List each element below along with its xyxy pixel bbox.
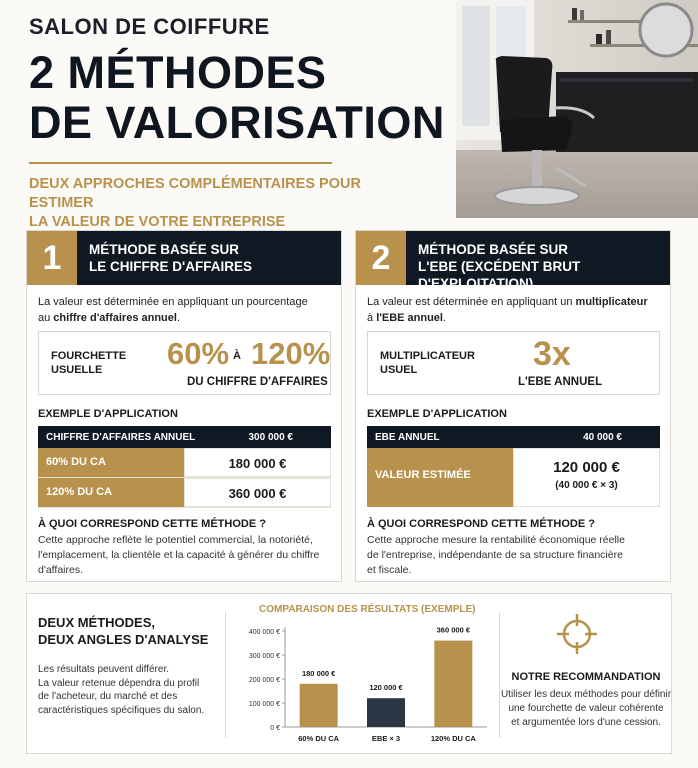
- target-icon: [555, 612, 599, 656]
- method-1-title-line1: MÉTHODE BASÉE SUR: [89, 242, 240, 257]
- eyebrow: SALON DE COIFFURE: [29, 14, 270, 39]
- method-1-table: [38, 426, 331, 508]
- method-1-table-head-key: CHIFFRE D'AFFAIRES ANNUEL: [46, 432, 196, 443]
- comparison-title-line2: DEUX ANGLES D'ANALYSE: [38, 632, 209, 647]
- subtitle-line2: LA VALEUR DE VOTRE ENTREPRISE: [29, 214, 286, 230]
- method-2-table: [367, 426, 660, 508]
- bar-value-label: 360 000 €: [436, 625, 471, 635]
- page-title: [29, 48, 445, 148]
- method-2-answer-line2: de l'entreprise, indépendante de sa structure financière: [367, 549, 623, 561]
- method-2-desc-bold: multiplicateur: [575, 296, 648, 308]
- table-row-key: 60% DU CA: [38, 448, 184, 477]
- x-tick-label: 60% DU CA: [298, 734, 340, 743]
- comparison-text-line3: de l'acheteur, du marché et des: [38, 691, 178, 702]
- subtitle: [29, 175, 429, 232]
- table-row: [367, 448, 660, 508]
- method-2-number: 2: [356, 231, 406, 285]
- bar-value-label: 120 000 €: [369, 683, 403, 693]
- method-1-description: [38, 294, 334, 326]
- method-2-table-head-key: EBE ANNUEL: [375, 432, 440, 443]
- method-2-answer-line3: et fiscale.: [367, 564, 412, 576]
- recommendation-text: [497, 688, 675, 730]
- page-title-line1: 2 MÉTHODES: [29, 47, 327, 98]
- method-1-answer-line2: l'emplacement, la clientèle et la capacité à générer du chiffre: [38, 549, 320, 561]
- method-1-question: À QUOI CORRESPOND CETTE MÉTHODE ?: [38, 518, 266, 530]
- comparison-text: [38, 663, 218, 717]
- y-tick-label: 100 000 €: [248, 701, 280, 708]
- title-rule: [29, 162, 332, 164]
- method-1-desc-pre: au: [38, 312, 54, 324]
- table-row-value: 360 000 €: [184, 478, 331, 507]
- table-row-value: 120 000 €: [553, 459, 620, 476]
- method-2-desc-line1: [367, 294, 663, 310]
- bar: [367, 698, 405, 727]
- method-1-range-low: 60%: [167, 336, 230, 371]
- method-2-table-head-val: 40 000 €: [583, 432, 622, 443]
- method-2-title-line2: L'EBE (EXCÉDENT BRUT D'EXPLOITATION): [418, 259, 581, 291]
- method-1-example-title: EXEMPLE D'APPLICATION: [38, 408, 178, 420]
- method-1-card: [26, 230, 342, 582]
- method-2-example-title: EXEMPLE D'APPLICATION: [367, 408, 507, 420]
- method-2-card: [355, 230, 671, 582]
- table-row-key: 120% DU CA: [38, 478, 184, 507]
- salon-chair-photo: [456, 0, 698, 218]
- method-1-range-sub: DU CHIFFRE D'AFFAIRES: [187, 376, 328, 388]
- x-tick-label: 120% DU CA: [430, 734, 476, 743]
- method-1-desc-line2: [38, 310, 334, 326]
- method-1-title: [89, 241, 252, 275]
- table-row: [38, 448, 331, 478]
- recommendation-title: NOTRE RECOMMANDATION: [511, 671, 661, 683]
- table-row-value: 180 000 €: [184, 448, 331, 477]
- method-1-title-line2: LE CHIFFRE D'AFFAIRES: [89, 259, 252, 274]
- comparison-text-line2: La valeur retenue dépendra du profil: [38, 677, 200, 689]
- bar: [434, 641, 472, 727]
- method-2-desc-end: .: [442, 312, 447, 324]
- bar-value-label: 180 000 €: [301, 668, 336, 678]
- method-1-header: [27, 231, 341, 285]
- method-2-range-sub: L'EBE ANNUEL: [518, 376, 603, 388]
- subtitle-line1: DEUX APPROCHES COMPLÉMENTAIRES POUR ESTIMER: [29, 176, 361, 211]
- comparison-bar-chart: [235, 619, 497, 749]
- method-1-answer-line3: d'affaires.: [38, 564, 84, 576]
- method-2-multiplier: 3x: [533, 335, 571, 373]
- page-title-line2: DE VALORISATION: [29, 97, 445, 148]
- method-2-range-label-line1: MULTIPLICATEUR: [380, 350, 475, 362]
- method-2-desc-bold2: l'EBE annuel: [376, 312, 443, 324]
- table-row-value-cell: [513, 448, 660, 507]
- method-1-range-box: [38, 331, 331, 395]
- method-2-title-line1: MÉTHODE BASÉE SUR: [418, 242, 569, 257]
- x-tick-label: EBE × 3: [371, 734, 401, 743]
- method-1-number: 1: [27, 231, 77, 285]
- method-1-desc-end: .: [176, 312, 181, 324]
- method-1-desc-bold: chiffre d'affaires annuel: [53, 312, 177, 324]
- comparison-title-line1: DEUX MÉTHODES,: [38, 615, 156, 630]
- y-tick-label: 400 000 €: [248, 629, 280, 636]
- y-tick-label: 0 €: [270, 725, 280, 732]
- table-row: [38, 478, 331, 508]
- y-tick-label: 300 000 €: [248, 653, 280, 660]
- table-row-key: VALEUR ESTIMÉE: [367, 448, 513, 507]
- method-2-description: [367, 294, 663, 326]
- recommendation-line1: Utiliser les deux méthodes pour définir: [500, 689, 672, 700]
- method-1-desc-line1: La valeur est déterminée en appliquant un pourcentage: [38, 296, 308, 308]
- method-2-table-header: [367, 426, 660, 448]
- comparison-title: [38, 614, 208, 648]
- method-1-answer-line1: Cette approche reflète le potentiel commercial, la notoriété,: [38, 534, 313, 546]
- method-2-range-label: [380, 349, 475, 377]
- method-2-question: À QUOI CORRESPOND CETTE MÉTHODE ?: [367, 518, 595, 530]
- method-1-table-head-val: 300 000 €: [248, 432, 293, 443]
- method-1-range-label-line2: USUELLE: [51, 364, 103, 376]
- method-1-range-sep: À: [233, 350, 241, 362]
- method-2-range-box: [367, 331, 660, 395]
- method-2-title: [418, 241, 670, 292]
- method-1-range-high: 120%: [251, 336, 331, 371]
- bar: [300, 684, 338, 727]
- y-tick-label: 200 000 €: [248, 677, 280, 684]
- comparison-panel: [26, 593, 672, 754]
- method-1-range-label: [51, 349, 126, 377]
- method-1-range-label-line1: FOURCHETTE: [51, 350, 127, 362]
- recommendation-line3: et argumentée lors d'une cession.: [511, 717, 661, 728]
- chart-title: COMPARAISON DES RÉSULTATS (EXEMPLE): [259, 604, 476, 615]
- recommendation-line2: une fourchette de valeur cohérente: [508, 703, 664, 714]
- comparison-text-line4: caractéristiques spécifiques du salon.: [38, 704, 205, 716]
- method-2-answer-line1: Cette approche mesure la rentabilité économique réelle: [367, 534, 625, 546]
- table-row-detail: (40 000 € × 3): [555, 480, 618, 491]
- method-2-header: [356, 231, 670, 291]
- divider: [225, 612, 226, 738]
- method-2-desc-pre: La valeur est déterminée en appliquant un: [367, 296, 576, 308]
- method-2-range-label-line2: USUEL: [380, 364, 418, 376]
- method-2-answer: [367, 533, 665, 578]
- comparison-text-line1: Les résultats peuvent différer.: [38, 664, 170, 675]
- method-2-desc-pre2: à: [367, 312, 377, 324]
- method-1-table-header: [38, 426, 331, 448]
- method-1-answer: [38, 533, 336, 578]
- method-2-desc-line2: [367, 310, 663, 326]
